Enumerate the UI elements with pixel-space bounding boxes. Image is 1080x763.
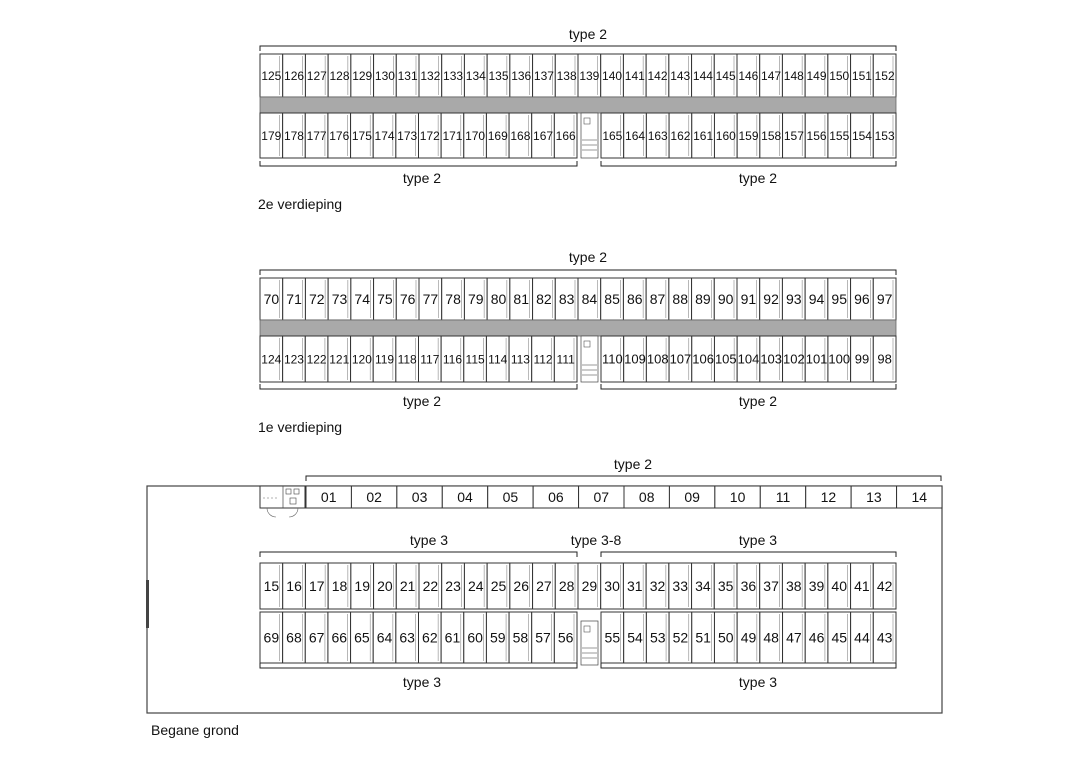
- unit-number-label: 35: [717, 578, 734, 595]
- floor-2-bottom-left-type-label: type 2: [402, 170, 442, 186]
- unit-number-label: 27: [536, 578, 552, 595]
- unit-number-label: 50: [718, 629, 734, 646]
- unit-number-label: 20: [377, 578, 393, 595]
- unit-number-label: 144: [692, 68, 713, 83]
- unit-number-label: 86: [626, 291, 643, 308]
- unit-number-label: 42: [876, 578, 893, 595]
- unit-number-label: 28: [558, 578, 575, 595]
- unit-number-label: 162: [670, 128, 691, 143]
- floor-1-bottom-left-row: [260, 336, 577, 382]
- unit-number-label: 106: [692, 351, 714, 367]
- door-swing-icon: [289, 508, 298, 517]
- unit-number-label: 91: [740, 291, 757, 308]
- ground-right-type-label: type 3: [738, 532, 778, 548]
- unit-number-label: 78: [445, 291, 461, 308]
- unit-number-label: 73: [331, 291, 348, 308]
- unit-number-label: 131: [397, 68, 418, 83]
- ground-upper-row: [260, 563, 896, 609]
- floor-2-top-row: [260, 54, 896, 97]
- unit-number-label: 02: [366, 489, 382, 506]
- unit-number-label: 16: [286, 578, 302, 595]
- unit-number-label: 56: [557, 629, 574, 646]
- unit-number-label: 101: [805, 351, 828, 367]
- unit-number-label: 26: [513, 578, 530, 595]
- unit-number-label: 100: [828, 351, 851, 367]
- unit-number-label: 47: [786, 629, 802, 646]
- unit-number-label: 168: [510, 128, 531, 143]
- unit-number-label: 24: [467, 578, 484, 595]
- unit-number-label: 122: [306, 352, 327, 367]
- ground-bottom-right-bracket: [601, 663, 896, 668]
- floor-2-title: 2e verdieping: [258, 196, 343, 212]
- unit-number-label: 169: [487, 128, 508, 143]
- unit-number-label: 79: [467, 291, 484, 308]
- unit-number-label: 137: [533, 68, 554, 83]
- unit-number-label: 55: [604, 629, 621, 646]
- unit-number-label: 135: [488, 68, 509, 83]
- unit-number-label: 17: [308, 578, 325, 595]
- unit-number-label: 179: [261, 128, 282, 143]
- ground-left-block-bracket: [260, 552, 577, 557]
- floor-1-bottom-left-bracket: [260, 384, 577, 389]
- unit-number-label: 60: [467, 629, 483, 646]
- ground-bottom-left-bracket: [260, 663, 577, 668]
- unit-number-label: 33: [672, 578, 689, 595]
- floor-1-bottom-right-row: [601, 336, 896, 382]
- unit-number-label: 09: [684, 489, 700, 506]
- unit-number-label: 115: [465, 352, 485, 367]
- floor-1-bottom-left-type-label: type 2: [402, 393, 442, 409]
- unit-number-label: 11: [775, 489, 791, 506]
- unit-number-label: 54: [627, 629, 643, 646]
- floor-1-top-row: [260, 278, 896, 320]
- unit-number-label: 149: [806, 68, 827, 83]
- unit-number-label: 75: [377, 291, 393, 308]
- unit-number-label: 43: [876, 629, 893, 646]
- unit-number-label: 173: [397, 128, 418, 143]
- unit-number-label: 69: [263, 629, 280, 646]
- unit-number-label: 155: [829, 128, 850, 143]
- unit-number-label: 23: [445, 578, 461, 595]
- unit-number-label: 125: [261, 68, 282, 83]
- unit-number-label: 41: [854, 578, 870, 595]
- unit-number-label: 71: [286, 291, 302, 308]
- unit-number-label: 94: [808, 291, 825, 308]
- unit-number-label: 87: [649, 291, 666, 308]
- floor-1-corridor: [260, 320, 896, 336]
- unit-number-label: 53: [649, 629, 666, 646]
- unit-number-label: 104: [737, 351, 760, 367]
- unit-number-label: 164: [625, 128, 646, 143]
- unit-number-label: 36: [740, 578, 757, 595]
- ground-lower-left-row: [260, 612, 577, 663]
- unit-number-label: 96: [854, 291, 870, 308]
- unit-number-label: 167: [533, 128, 554, 143]
- door-swing-icon: [267, 508, 276, 517]
- unit-number-label: 37: [763, 578, 779, 595]
- unit-number-label: 82: [536, 291, 552, 308]
- floor-2-top-bracket: [260, 46, 896, 51]
- unit-number-label: 132: [420, 68, 441, 83]
- unit-number-label: 141: [624, 68, 645, 83]
- unit-number-label: 143: [670, 68, 691, 83]
- unit-number-label: 117: [420, 352, 440, 367]
- unit-number-label: 39: [808, 578, 825, 595]
- unit-number-label: 08: [638, 489, 655, 506]
- unit-number-label: 129: [352, 68, 373, 83]
- unit-number-label: 127: [306, 68, 327, 83]
- unit-number-label: 103: [760, 351, 783, 367]
- unit-number-label: 120: [351, 352, 372, 367]
- floor-2-bottom-left-row: [260, 113, 577, 158]
- unit-number-label: 148: [783, 68, 804, 83]
- unit-number-label: 22: [422, 578, 439, 595]
- unit-number-label: 67: [308, 629, 325, 646]
- unit-number-label: 46: [808, 629, 825, 646]
- unit-number-label: 12: [820, 489, 837, 506]
- unit-number-label: 176: [329, 128, 350, 143]
- unit-number-label: 15: [263, 578, 280, 595]
- unit-number-label: 07: [593, 489, 610, 506]
- unit-number-label: 166: [555, 128, 576, 143]
- ground-stairwell: [581, 621, 598, 665]
- unit-number-label: 89: [695, 291, 711, 308]
- unit-number-label: 31: [626, 578, 643, 595]
- ground-top-type-label: type 2: [613, 456, 653, 472]
- unit-number-label: 30: [604, 578, 620, 595]
- unit-number-label: 114: [488, 352, 508, 367]
- unit-number-label: 45: [831, 629, 848, 646]
- unit-number-label: 52: [672, 629, 689, 646]
- unit-number-label: 62: [422, 629, 438, 646]
- unit-number-label: 118: [397, 352, 417, 367]
- unit-number-label: 153: [874, 128, 895, 143]
- unit-number-label: 92: [763, 291, 779, 308]
- unit-number-label: 109: [624, 351, 646, 367]
- floor-1-top-bracket: [260, 270, 896, 275]
- ground-right-block-bracket: [601, 552, 896, 557]
- unit-number-label: 05: [502, 489, 519, 506]
- unit-number-label: 77: [422, 291, 439, 308]
- unit-number-label: 163: [647, 128, 668, 143]
- floor-1-bottom-right-bracket: [601, 384, 896, 389]
- floor-1-stairwell: [581, 336, 598, 382]
- unit-number-label: 108: [646, 351, 669, 367]
- ground-top-bracket: [306, 476, 941, 481]
- unit-number-label: 13: [866, 489, 882, 506]
- unit-number-label: 83: [558, 291, 575, 308]
- ground-lower-right-row: [601, 612, 896, 663]
- unit-number-label: 102: [783, 351, 805, 367]
- unit-number-label: 147: [761, 68, 782, 83]
- ground-bottom-right-type-label: type 3: [738, 674, 778, 690]
- ground-floor-entrance: [146, 580, 149, 628]
- unit-number-label: 175: [351, 128, 372, 143]
- unit-number-label: 97: [876, 291, 893, 308]
- unit-number-label: 01: [320, 489, 337, 506]
- unit-number-label: 58: [512, 629, 529, 646]
- unit-number-label: 146: [738, 68, 759, 83]
- unit-number-label: 04: [457, 489, 473, 506]
- unit-number-label: 177: [306, 128, 327, 143]
- unit-number-label: 172: [419, 128, 440, 143]
- floor-1-bottom-right-type-label: type 2: [738, 393, 778, 409]
- unit-number-label: 158: [761, 128, 782, 143]
- floor-1-plan: [258, 249, 896, 435]
- unit-number-label: 21: [399, 578, 416, 595]
- unit-number-label: 98: [877, 351, 892, 367]
- unit-number-label: 159: [738, 128, 759, 143]
- unit-number-label: 128: [329, 68, 350, 83]
- unit-number-label: 157: [783, 128, 804, 143]
- unit-number-label: 48: [763, 629, 779, 646]
- unit-number-label: 84: [581, 291, 598, 308]
- unit-number-label: 70: [263, 291, 280, 308]
- ground-entrance-room: [260, 486, 305, 517]
- unit-number-label: 161: [693, 128, 714, 143]
- ground-bottom-left-type-label: type 3: [402, 674, 442, 690]
- unit-number-label: 134: [465, 68, 486, 83]
- floor-2-plan: [258, 26, 896, 212]
- ground-floor-title: Begane grond: [151, 722, 239, 738]
- unit-number-label: 68: [286, 629, 302, 646]
- unit-number-label: 95: [831, 291, 848, 308]
- unit-number-label: 03: [411, 489, 428, 506]
- unit-number-label: 113: [510, 352, 530, 367]
- unit-number-label: 123: [283, 352, 304, 367]
- unit-number-label: 99: [854, 351, 870, 367]
- unit-number-label: 80: [490, 291, 507, 308]
- floor-2-bottom-right-row: [601, 113, 896, 158]
- unit-number-label: 105: [714, 351, 737, 367]
- unit-number-label: 138: [556, 68, 577, 83]
- unit-number-label: 152: [874, 68, 895, 83]
- unit-number-label: 124: [261, 352, 282, 367]
- unit-number-label: 40: [831, 578, 848, 595]
- unit-number-label: 110: [601, 351, 623, 367]
- floor-2-bottom-right-bracket: [601, 161, 896, 166]
- unit-number-label: 61: [444, 629, 461, 646]
- unit-number-label: 154: [851, 128, 872, 143]
- unit-number-label: 59: [489, 629, 506, 646]
- unit-number-label: 14: [911, 489, 928, 506]
- unit-number-label: 140: [602, 68, 623, 83]
- unit-number-label: 63: [399, 629, 415, 646]
- unit-number-label: 130: [374, 68, 395, 83]
- unit-number-label: 74: [354, 291, 371, 308]
- unit-number-label: 85: [604, 291, 620, 308]
- stair-icon: [581, 621, 598, 665]
- unit-number-label: 171: [442, 128, 463, 143]
- floor-2-top-type-label: type 2: [568, 26, 608, 42]
- unit-number-label: 51: [695, 629, 711, 646]
- unit-number-label: 107: [669, 351, 692, 367]
- unit-number-label: 44: [854, 629, 870, 646]
- unit-number-label: 119: [374, 352, 395, 367]
- floor-2-stairwell: [581, 113, 598, 158]
- unit-number-label: 126: [284, 68, 305, 83]
- unit-number-label: 06: [548, 489, 564, 506]
- unit-number-label: 10: [729, 489, 746, 506]
- unit-number-label: 142: [647, 68, 668, 83]
- unit-number-label: 121: [329, 352, 350, 367]
- unit-number-label: 90: [717, 291, 734, 308]
- unit-number-label: 170: [465, 128, 486, 143]
- unit-number-label: 116: [442, 352, 463, 367]
- floor-1-title: 1e verdieping: [258, 419, 343, 435]
- floor-1-top-type-label: type 2: [568, 249, 608, 265]
- unit-number-label: 81: [513, 291, 530, 308]
- ground-middle-type-label: type 3-8: [570, 532, 622, 548]
- unit-number-label: 65: [354, 629, 370, 646]
- unit-number-label: 112: [533, 352, 553, 367]
- unit-number-label: 66: [331, 629, 348, 646]
- unit-number-label: 165: [602, 128, 623, 143]
- unit-number-label: 174: [374, 128, 395, 143]
- unit-number-label: 72: [308, 291, 325, 308]
- unit-number-label: 136: [511, 68, 532, 83]
- unit-number-label: 32: [649, 578, 666, 595]
- ground-left-type-label: type 3: [409, 532, 449, 548]
- unit-number-label: 133: [443, 68, 464, 83]
- unit-number-label: 88: [672, 291, 689, 308]
- unit-number-label: 34: [695, 578, 711, 595]
- unit-number-label: 145: [715, 68, 736, 83]
- unit-number-label: 18: [331, 578, 348, 595]
- unit-number-label: 64: [376, 629, 393, 646]
- unit-number-label: 139: [579, 68, 600, 83]
- stair-icon: [581, 113, 598, 158]
- unit-number-label: 76: [399, 291, 416, 308]
- unit-number-label: 150: [829, 68, 850, 83]
- unit-number-label: 151: [851, 68, 872, 83]
- unit-number-label: 38: [785, 578, 802, 595]
- unit-number-label: 111: [556, 352, 575, 367]
- unit-number-label: 156: [806, 128, 827, 143]
- unit-number-label: 93: [785, 291, 802, 308]
- floor-2-bottom-left-bracket: [260, 161, 577, 166]
- unit-number-label: 49: [740, 629, 757, 646]
- unit-number-label: 19: [354, 578, 371, 595]
- unit-number-label: 57: [535, 629, 551, 646]
- ground-top-row: [306, 486, 942, 508]
- unit-number-label: 160: [715, 128, 736, 143]
- unit-number-label: 29: [581, 578, 598, 595]
- unit-number-label: 25: [490, 578, 507, 595]
- floor-2-bottom-right-type-label: type 2: [738, 170, 778, 186]
- unit-number-label: 178: [283, 128, 304, 143]
- floor-2-corridor: [260, 97, 896, 113]
- ground-floor-plan: [146, 456, 942, 738]
